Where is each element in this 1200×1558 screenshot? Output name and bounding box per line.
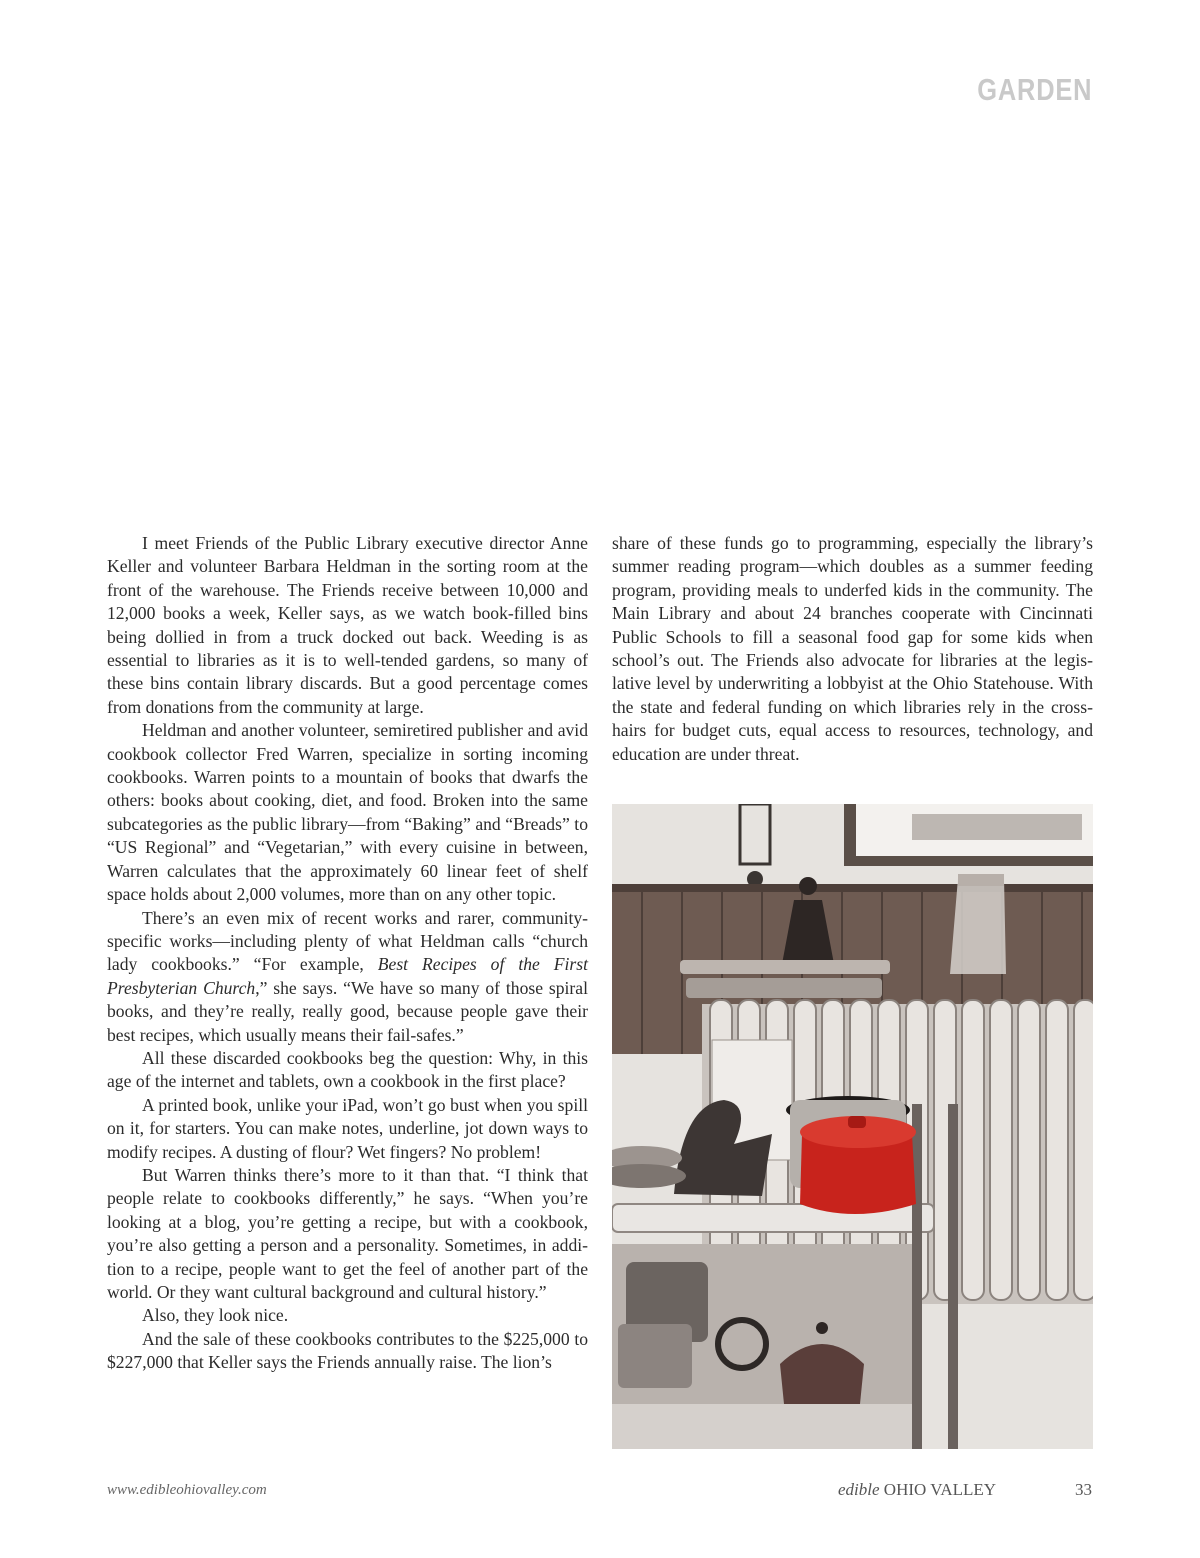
paragraph [107,907,588,1047]
footer-magazine-name: OHIO VALLEY [883,1480,997,1499]
paragraph-text: There’s an even mix of recent works and rarer, community-specific works—including plenty of what Heldman calls “church lady cookbooks.” “For example, [107,907,588,975]
paragraph: Heldman and another volunteer, semiretired publisher and avid cookbook collector Fred Warren, specialize in sorting incoming cookbooks. Warren points to a mountain of books that dwarfs the others: books about cooking, diet, and food. Broken into the same subcategories as the public library—from “Baking” and “Breads” to “US Regional” and “Vegetarian,” with every cuisine in between, Warren calculates that the approximately 60 linear feet of shelf space holds about 2,000 volumes, more than on any other topic. [107,720,588,905]
paragraph: I meet Friends of the Public Library executive director Anne Keller and volunteer Barbara Heldman in the sorting room at the front of the warehouse. The Friends receive between 10,000 and 12,000 books a week, Keller says, as we watch book-filled bins being dollied in from a truck docked out back. Weeding is as essential to libraries as it is to well-tended gardens, so many of these bins contain library discards. But a good percentage comes from donations from the community at large. [107,533,588,717]
book-title: Best Recipes of the First Presbyterian Church [107,954,588,998]
article-left-column [107,532,588,1375]
footer-magazine [838,1480,996,1500]
footer-url: www.edibleohiovalley.com [107,1482,267,1498]
paragraph-text: ,” she says. “We have so many of those spiral books, and they’re really, really good, because people gave their best recipes, which usually means their fail-safes.” [107,977,588,1045]
paragraph: share of these funds go to programming, especially the library’s summer reading program—which doubles as a summer feeding program, providing meals to underfed kids in the community. The Main Library and about 24 branches cooperate with Cincinnati Public Schools to fill a seasonal food gap for some kids when school’s out. The Friends also advocate for libraries at the legislative level by underwriting a lobbyist at the Ohio Statehouse. With the state and federal funding on which libraries rely in the cross-hairs for budget cuts, equal access to resources, technology, and education are under threat. [612,533,1093,764]
paragraph: All these discarded cookbooks beg the question: Why, in this age of the internet and tablets, own a cookbook in the first place? [107,1047,588,1092]
paragraph: And the sale of these cookbooks contributes to the $225,000 to $227,000 that Keller says the Friends annually raise. The lion’s [107,1328,588,1373]
footer-brand: edible [838,1480,880,1499]
paragraph: But Warren thinks there’s more to it than that. “I think that people relate to cookbooks differently,” he says. “When you’re looking at a blog, you’re getting a recipe, but with a cookbook, you’re also getting a person and a personality. Sometimes, in addition to a recipe, people want to get the feel of another part of the world. Or they want cultural background and cultural history.” [107,1164,588,1302]
kitchen-photo [612,804,1093,1449]
paragraph: Also, they look nice. [142,1305,289,1326]
paragraph: A printed book, unlike your iPad, won’t go bust when you spill on it, for starters. You can make notes, underline, jot down ways to modify recipes. A dusting of flour? Wet fingers? No problem! [107,1094,588,1162]
article-right-column [612,532,1093,766]
photo-illustration [612,804,1093,1449]
section-label: GARDEN [976,72,1092,107]
page-number: 33 [1075,1480,1092,1499]
